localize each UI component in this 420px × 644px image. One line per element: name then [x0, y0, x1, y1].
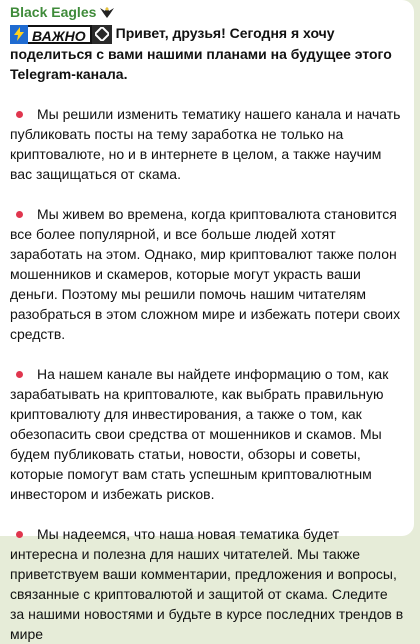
- paragraph-2: [10, 204, 404, 344]
- paragraph-text: Мы решили изменить тематику нашего канала и начать публиковать посты на тему заработка не только на криптовалюте, но и в интернете в целом, а также научим вас защищаться от скама.: [10, 105, 401, 182]
- paragraph-1: [10, 104, 404, 184]
- important-badge: [10, 25, 112, 44]
- intro-message: Привет, друзья! Сегодня я хочу поделиться с вами нашими планами на будущее этого Telegram-канала.: [10, 25, 392, 82]
- paragraph-4: [10, 524, 404, 644]
- red-circle-icon: [16, 371, 23, 378]
- paragraph-text: Мы живем во времена, когда криптовалюта становится все более популярной, и все больше людей хотят заработать на этом. Однако, мир криптовалют также полон мошенников и скамеров, которые могут украсть ваши деньги. Поэтому мы решили помочь нашим читателям разобраться в этом сложном мире и избежать потери своих средств.: [10, 205, 401, 342]
- sender-name[interactable]: Black Eagles: [10, 4, 97, 20]
- red-circle-icon: [16, 211, 23, 218]
- paragraph-3: [10, 364, 404, 504]
- paragraph-text: На нашем канале вы найдете информацию о том, как зарабатывать на криптовалюте, как выбрать правильную криптовалюту для инвестирования, а также о том, как обезопасить свои средства от мошенников и скамов. Мы будем публиковать статьи, новости, обзоры и советы, которые помогут вам стать успешным криптовалютным инвестором и избежать рисков.: [10, 365, 389, 502]
- badge-label: ВАЖНО: [28, 25, 92, 44]
- sender-row: [10, 3, 404, 21]
- paragraph-text: Мы надеемся, что наша новая тематика будет интересна и полезна для наших читателей. Мы также приветствуем ваши комментарии, предложения и вопросы, связанные с криптовалютой и защитой от скама. Следите за нашими новостями и будьте в курсе последних трендов в мире: [10, 525, 404, 642]
- red-circle-icon: [16, 111, 23, 118]
- eagle-icon: [99, 5, 115, 19]
- intro-text: [10, 23, 404, 84]
- stamp-icon: [92, 25, 112, 44]
- lightning-icon: [10, 25, 28, 44]
- red-circle-icon: [16, 531, 23, 538]
